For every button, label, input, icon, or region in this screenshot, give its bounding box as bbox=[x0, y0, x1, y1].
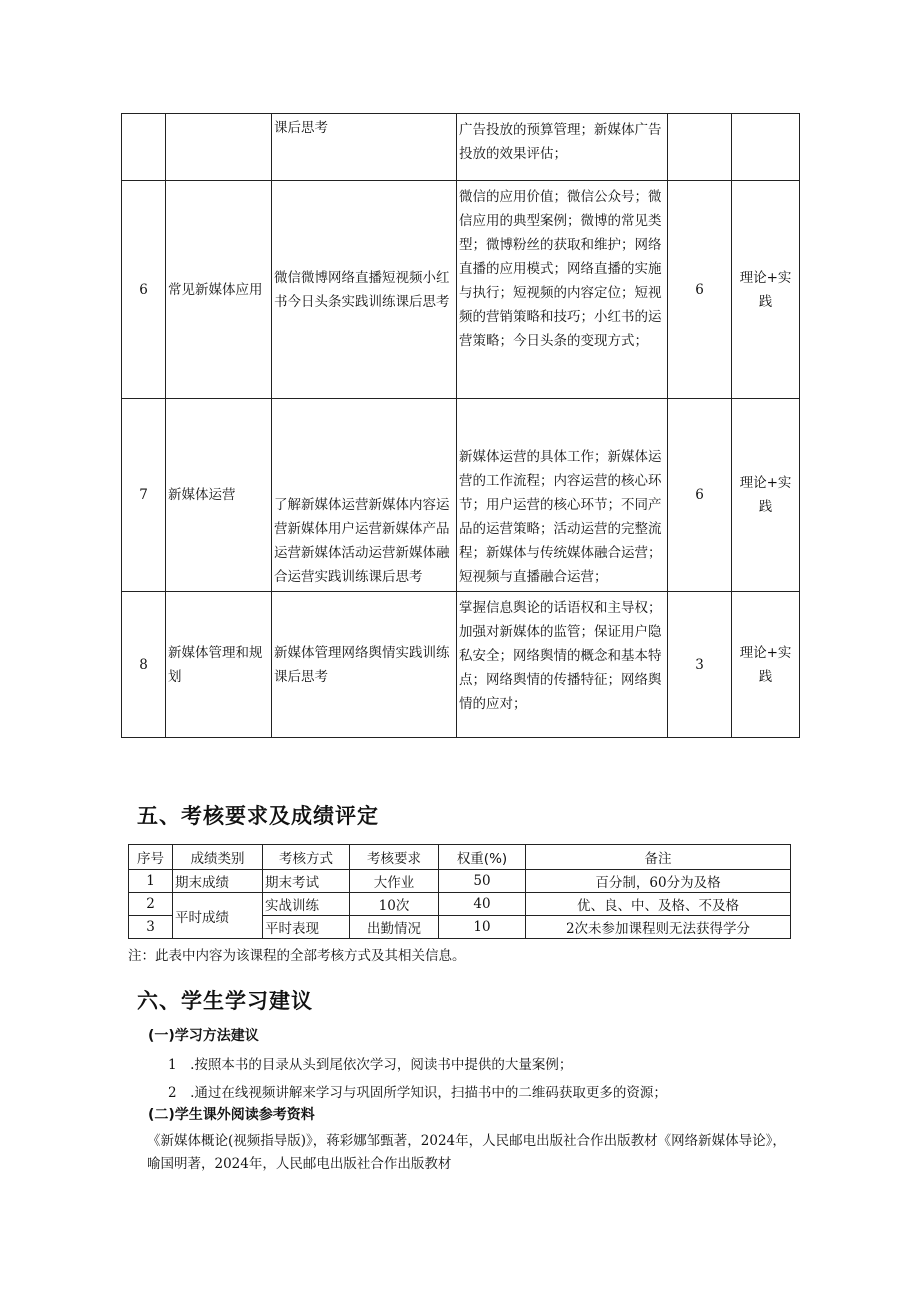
row-number: 1 bbox=[129, 870, 173, 893]
column-header: 权重(%) bbox=[439, 845, 526, 870]
table-row bbox=[129, 893, 791, 916]
content-detail: 广告投放的预算管理；新媒体广告投放的效果评估； bbox=[457, 114, 668, 181]
remark: 百分制，60分为及格 bbox=[526, 870, 791, 893]
column-header: 成绩类别 bbox=[173, 845, 263, 870]
assessment-table bbox=[128, 844, 791, 939]
hours: 6 bbox=[668, 181, 732, 399]
table-row bbox=[129, 870, 791, 893]
chapter-name bbox=[166, 114, 272, 181]
assessment-method: 平时表现 bbox=[263, 916, 350, 939]
assessment-method: 期末考试 bbox=[263, 870, 350, 893]
teaching-type: 理论+实践 bbox=[732, 592, 800, 738]
table-note: 注：此表中内容为该课程的全部考核方式及其相关信息。 bbox=[128, 948, 466, 964]
hours bbox=[668, 114, 732, 181]
list-item: 2 .通过在线视频讲解来学习与巩固所学知识，扫描书中的二维码获取更多的资源； bbox=[168, 1085, 667, 1101]
table-row bbox=[122, 592, 800, 738]
column-header: 序号 bbox=[129, 845, 173, 870]
hours: 3 bbox=[668, 592, 732, 738]
row-index: 8 bbox=[122, 592, 166, 738]
hours: 6 bbox=[668, 399, 732, 592]
table-row bbox=[122, 114, 800, 181]
content-detail: 微信的应用价值；微信公众号；微信应用的典型案例；微博的常见类型；微博粉丝的获取和维护；网络直播的应用模式；网络直播的实施与执行；短视频的内容定位；短视频的营销策略和技巧；小红书的运营策略；今日头条的变现方式； bbox=[457, 181, 668, 399]
assessment-requirement: 10次 bbox=[350, 893, 439, 916]
topic-list: 微信微博网络直播短视频小红书今日头条实践训练课后思考 bbox=[272, 181, 457, 399]
section-five-heading: 五、考核要求及成绩评定 bbox=[137, 804, 379, 828]
section-six-heading: 六、学生学习建议 bbox=[137, 989, 313, 1013]
weight: 40 bbox=[439, 893, 526, 916]
chapter-name: 常见新媒体应用 bbox=[166, 181, 272, 399]
chapter-name: 新媒体管理和规划 bbox=[166, 592, 272, 738]
content-detail: 掌握信息舆论的话语权和主导权；加强对新媒体的监管；保证用户隐私安全；网络舆情的概念和基本特点；网络舆情的传播特征；网络舆情的应对； bbox=[457, 592, 668, 738]
grade-category: 平时成绩 bbox=[173, 893, 263, 939]
row-index bbox=[122, 114, 166, 181]
assessment-requirement: 出勤情况 bbox=[350, 916, 439, 939]
weight: 10 bbox=[439, 916, 526, 939]
subheading-reading-materials: (二)学生课外阅读参考资料 bbox=[148, 1107, 315, 1123]
remark: 2次未参加课程则无法获得学分 bbox=[526, 916, 791, 939]
topic-list: 了解新媒体运营新媒体内容运营新媒体用户运营新媒体产品运营新媒体活动运营新媒体融合运营实践训练课后思考 bbox=[272, 399, 457, 592]
assessment-method: 实战训练 bbox=[263, 893, 350, 916]
topic-list: 新媒体管理网络舆情实践训练课后思考 bbox=[272, 592, 457, 738]
chapter-name: 新媒体运营 bbox=[166, 399, 272, 592]
column-header: 备注 bbox=[526, 845, 791, 870]
row-number: 2 bbox=[129, 893, 173, 916]
teaching-type: 理论+实践 bbox=[732, 399, 800, 592]
column-header: 考核要求 bbox=[350, 845, 439, 870]
reading-references: 《新媒体概论(视频指导版)》，蒋彩娜邹甄著，2024年，人民邮电出版社合作出版教材《网络新媒体导论》，喻国明著，2024年，人民邮电出版社合作出版教材 bbox=[147, 1133, 786, 1172]
topic-list: 课后思考 bbox=[272, 114, 457, 181]
column-header: 考核方式 bbox=[263, 845, 350, 870]
weight: 50 bbox=[439, 870, 526, 893]
content-detail: 新媒体运营的具体工作；新媒体运营的工作流程；内容运营的核心环节；用户运营的核心环节；不同产品的运营策略；活动运营的完整流程；新媒体与传统媒体融合运营；短视频与直播融合运营； bbox=[457, 399, 668, 592]
list-item: 1 .按照本书的目录从头到尾依次学习，阅读书中提供的大量案例； bbox=[168, 1057, 573, 1073]
assessment-requirement: 大作业 bbox=[350, 870, 439, 893]
remark: 优、良、中、及格、不及格 bbox=[526, 893, 791, 916]
table-row bbox=[122, 399, 800, 592]
grade-category: 期末成绩 bbox=[173, 870, 263, 893]
course-content-table bbox=[121, 113, 800, 738]
row-index: 6 bbox=[122, 181, 166, 399]
subheading-study-methods: (一)学习方法建议 bbox=[148, 1028, 259, 1044]
table-header-row bbox=[129, 845, 791, 870]
row-number: 3 bbox=[129, 916, 173, 939]
teaching-type: 理论+实践 bbox=[732, 181, 800, 399]
row-index: 7 bbox=[122, 399, 166, 592]
teaching-type bbox=[732, 114, 800, 181]
table-row bbox=[122, 181, 800, 399]
